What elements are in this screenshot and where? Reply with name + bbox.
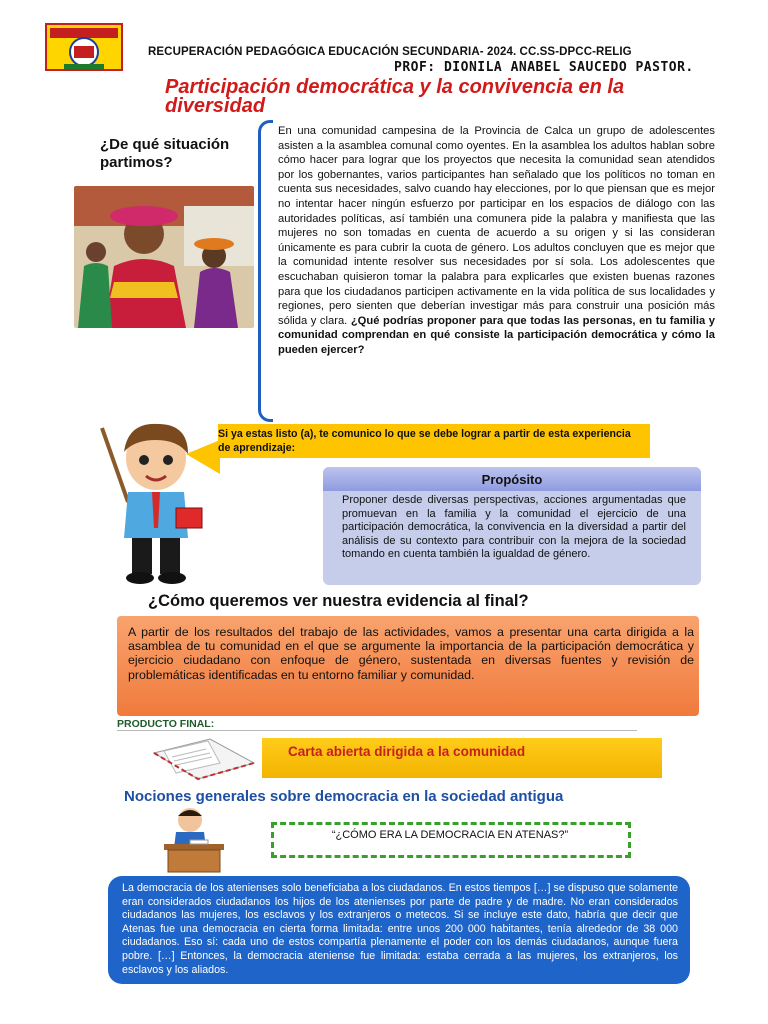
evidence-question: ¿Cómo queremos ver nuestra evidencia al final? — [148, 592, 529, 610]
student-at-desk-illustration — [160, 804, 228, 874]
product-label: PRODUCTO FINAL: — [117, 718, 215, 730]
athens-question: “¿CÓMO ERA LA DEMOCRACIA EN ATENAS?” — [331, 829, 569, 841]
product-banner-text: Carta abierta dirigida a la comunidad — [288, 744, 526, 759]
community-assembly-photo — [74, 186, 254, 328]
purpose-text: Proponer desde diversas perspectivas, acciones argumentadas que promuevan en la familia y la comunidad el ejercicio de una participación democrática, la convivencia en la diversidad a partir del análisis de su contexto para contribuir con la mejora de la sociedad tomando en cuenta también la igualdad de género. — [342, 494, 686, 561]
header-teacher-line: PROF: DIONILA ANABEL SAUCEDO PASTOR. — [394, 60, 694, 75]
text-bracket — [258, 120, 273, 422]
evidence-text: A partir de los resultados del trabajo de las actividades, vamos a presentar una carta dirigida a la asamblea de tu comunidad en el que se argumente la importancia de la participación democrática y ejercicio ciudadano con enfoque de género, sustentada en diversas fuentes y revisión de problemáticas identificadas en tu entorno familiar y comunidad. — [128, 625, 694, 682]
divider — [117, 730, 637, 731]
situation-key-question: ¿Qué podrías proponer para que todas las personas, en tu familia y comunidad comprendan en qué consiste la participación democrática y cómo la pueden ejercer? — [278, 314, 716, 356]
situation-text — [278, 124, 715, 358]
header-subject-line: RECUPERACIÓN PEDAGÓGICA EDUCACIÓN SECUNDARIA- 2024. CC.SS-DPCC-RELIG — [148, 46, 632, 58]
situation-paragraph: En una comunidad campesina de la Provincia de Calca un grupo de adolescentes asisten a la asamblea comunal como oyentes. En la asamblea los adultos hablan sobre cómo hacer para lograr que los proyectos que necesita la comunidad sean atendidos por los gobernantes, varios participantes han señalado que los políticos no toman en cuenta sus necesidades, salvo cuando hay elecciones, por lo que piensan que es mejor no intentar hacer ningún esfuerzo por participar en los espacios de diálogo con las autoridades políticas, así también una comunera pide la palabra y manifiesta que las mujeres no son tomadas en cuenta de acuerdo a su origen y si las consideran únicamente es para cubrir la cuota de género. Los adultos concluyen que es mejor que la comunidad intente resolver sus necesidades por sí sola. Los adolescentes que escuchaban quisieron tomar la palabra para explicarles que existen buenas razones para que los ciudadanos participen activamente en la vida política de sus localidades y regiones, pero sienten que deberían investigar más para construir una posición más sólida y clara. — [278, 125, 715, 327]
speech-tail — [186, 440, 220, 474]
page-title: Participación democrática y la convivencia en la diversidad — [165, 76, 625, 117]
democracy-text: La democracia de los atenienses solo beneficiaba a los ciudadanos. En estos tiempos […] se dispuso que solamente eran considerados ciudadanos los hijos de los atenienses por parte de padre y de madre. No eran considerados ciudadanos las mujeres, los esclavos y los extranjeros o metecos. Si se incluye este dato, habría que decir que Atenas fue una democracia en cierta forma limitada: entre unos 200 000 habitantes, tenía alrededor de 38 000 ciudadanos. Eso sí: cada uno de estos compartía plenamente el poder con los demás ciudadanos, aunque fuera pobre. […] Entonces, la democracia ateniense fue limitada: estaba cerrada a las mujeres, los extranjeros, los esclavos y los aliados. — [122, 882, 678, 976]
speech-text: Si ya estas listo (a), te comunico lo que se debe lograr a partir de esta experiencia de aprendizaje: — [218, 428, 631, 454]
situation-question: ¿De qué situación partimos? — [100, 136, 230, 171]
purpose-title: Propósito — [481, 472, 543, 487]
notions-title: Nociones generales sobre democracia en la sociedad antigua — [124, 788, 564, 805]
school-logo — [44, 22, 124, 72]
envelope-icon — [150, 733, 258, 783]
